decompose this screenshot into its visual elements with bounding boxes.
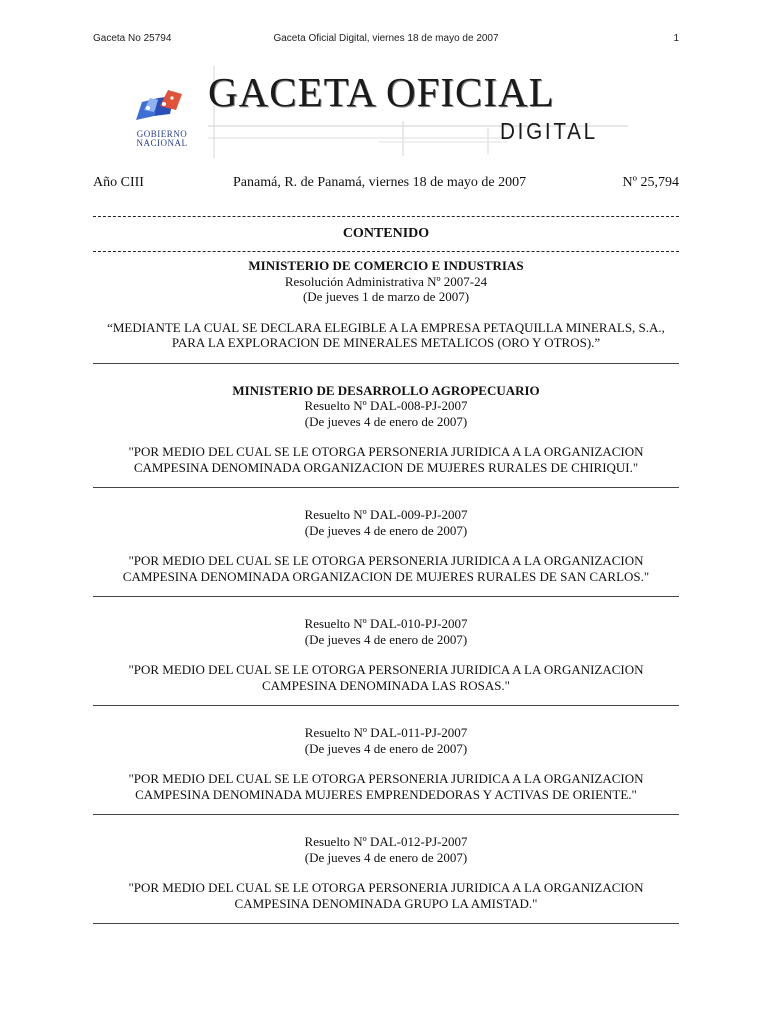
list-item [93, 258, 679, 364]
issue-place-date: Panamá, R. de Panamá, viernes 18 de mayo de 2007 [233, 175, 527, 190]
resolution-number: Resuelto Nº DAL-009-PJ-2007 [304, 507, 468, 522]
contents-list [93, 258, 679, 943]
ministry-name: MINISTERIO DE DESARROLLO AGROPECUARIO [232, 382, 540, 398]
list-item [93, 507, 679, 597]
entry-divider [93, 596, 679, 597]
header-issue-label: Gaceta No 25794 [93, 33, 172, 44]
resolution-description: "POR MEDIO DEL CUAL SE LE OTORGA PERSONERIA JURIDICA A LA ORGANIZACION CAMPESINA DENOMINADA ORGANIZACION DE MUJERES RURALES DE CHIRIQUI." [128, 444, 644, 475]
resolution-description: "POR MEDIO DEL CUAL SE LE OTORGA PERSONERIA JURIDICA A LA ORGANIZACION CAMPESINA DENOMINADA MUJERES EMPRENDEDORAS Y ACTIVAS DE ORIENTE." [128, 771, 644, 802]
resolution-description: "POR MEDIO DEL CUAL SE LE OTORGA PERSONERIA JURIDICA A LA ORGANIZACION CAMPESINA DENOMINADA ORGANIZACION DE MUJERES RURALES DE SAN CARLOS." [122, 553, 650, 584]
resolution-description: "POR MEDIO DEL CUAL SE LE OTORGA PERSONERIA JURIDICA A LA ORGANIZACION CAMPESINA DENOMINADA GRUPO LA AMISTAD." [128, 880, 644, 911]
list-item [93, 383, 679, 489]
issue-number: Nº 25,794 [622, 175, 679, 190]
resolution-description: "POR MEDIO DEL CUAL SE LE OTORGA PERSONERIA JURIDICA A LA ORGANIZACION CAMPESINA DENOMINADA LAS ROSAS." [128, 662, 644, 693]
resolution-number: Resuelto Nº DAL-010-PJ-2007 [304, 616, 468, 631]
resolution-number: Resolución Administrativa Nº 2007-24 [284, 273, 488, 289]
resolution-date: (De jueves 4 de enero de 2007) [304, 522, 468, 538]
resolution-number: Resuelto Nº DAL-011-PJ-2007 [304, 725, 468, 740]
entry-divider [93, 923, 679, 924]
header-title: Gaceta Oficial Digital, viernes 18 de mayo de 2007 [273, 33, 499, 44]
resolution-description: “MEDIANTE LA CUAL SE DECLARA ELEGIBLE A LA EMPRESA PETAQUILLA MINERALS, S.A., PARA LA EXPLORACION DE MINERALES METALICOS (ORO Y OTROS).” [107, 319, 665, 350]
resolution-number: Resuelto Nº DAL-008-PJ-2007 [304, 398, 468, 413]
ministry-name: MINISTERIO DE COMERCIO E INDUSTRIAS [248, 258, 524, 273]
resolution-date: (De jueves 4 de enero de 2007) [304, 740, 468, 756]
entry-divider [93, 363, 679, 364]
list-item [93, 616, 679, 706]
contents-title: CONTENIDO [342, 226, 430, 241]
dashed-divider-top [93, 216, 679, 217]
list-item [93, 725, 679, 815]
resolution-date: (De jueves 4 de enero de 2007) [304, 413, 468, 429]
masthead [120, 66, 640, 166]
resolution-number: Resuelto Nº DAL-012-PJ-2007 [304, 834, 468, 849]
masthead-subtitle: DIGITAL [500, 118, 598, 144]
page-number: 1 [673, 33, 679, 44]
resolution-date: (De jueves 4 de enero de 2007) [304, 631, 468, 647]
entry-divider [93, 487, 679, 488]
issue-year: Año CIII [93, 175, 144, 190]
masthead-title: GACETA OFICIAL [208, 69, 555, 115]
entry-divider [93, 814, 679, 815]
running-header [93, 33, 679, 47]
resolution-date: (De jueves 1 de marzo de 2007) [302, 289, 470, 304]
list-item [93, 834, 679, 924]
resolution-date: (De jueves 4 de enero de 2007) [304, 849, 468, 865]
gobierno-nacional-logo-icon [124, 84, 194, 148]
dashed-divider-bottom [93, 251, 679, 252]
logo-caption: GOBIERNO NACIONAL [136, 129, 188, 148]
entry-divider [93, 705, 679, 706]
